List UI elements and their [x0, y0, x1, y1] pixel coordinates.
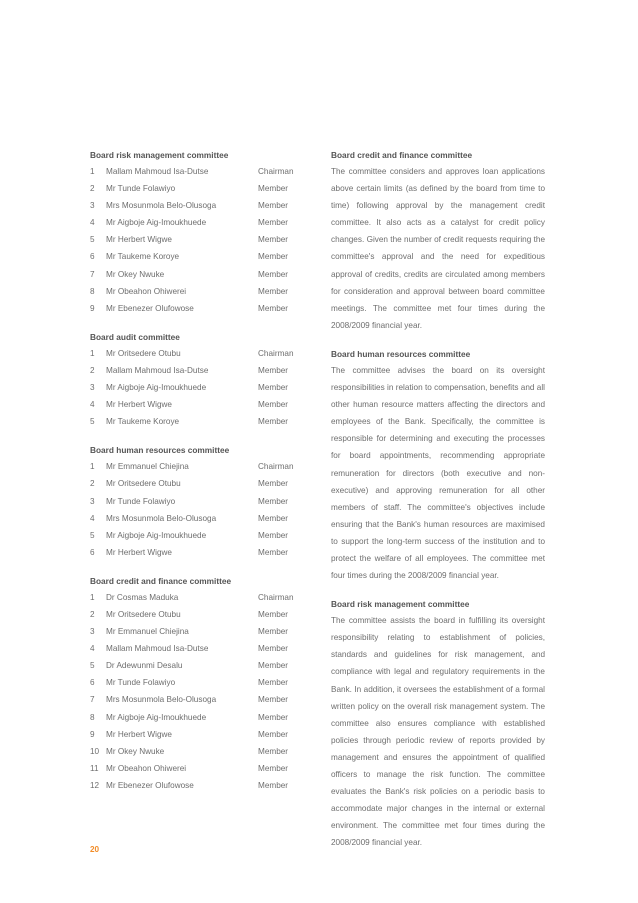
member-name: Mr Emmanuel Chiejina [106, 627, 189, 637]
member-role: Member [258, 252, 289, 262]
committee-heading: Board audit committee [90, 331, 180, 342]
member-role: Member [258, 400, 289, 410]
member-row [90, 379, 320, 396]
member-row [90, 493, 320, 510]
member-number: 3 [90, 627, 95, 637]
committee-description-text: The committee assists the board in fulfilling its oversight responsibility relating to establishment of policies, standards and guidelines for risk management, and compliance with legal and regulatory requirements in the Bank. In addition, it oversees the establishment of a formal written policy on the overall risk management system. The committee also ensures compliance with established policies through periodic review of reports provided by management and ensures the appointment of qualified officers to manage the risk function. The committee evaluates the Bank's risk policies on a periodic basis to accommodate major changes in the internal or external environment. The committee met four times during the 2008/2009 financial year. [331, 616, 545, 848]
member-row [90, 691, 320, 708]
member-row [90, 760, 320, 777]
member-name: Mr Herbert Wigwe [106, 729, 172, 739]
member-role: Member [258, 513, 289, 523]
member-number: 5 [90, 417, 95, 427]
member-number: 5 [90, 661, 95, 671]
member-row [90, 345, 320, 362]
member-role: Member [258, 746, 289, 756]
member-number: 4 [90, 218, 95, 228]
committee-group [90, 574, 320, 794]
member-role: Member [258, 530, 289, 540]
member-role: Member [258, 678, 289, 688]
member-name: Mr Oritsedere Otubu [106, 609, 181, 619]
member-name: Mr Okey Nwuke [106, 269, 165, 279]
member-name: Mr Ebenezer Olufowose [106, 303, 194, 313]
member-row [90, 163, 320, 180]
member-row [90, 726, 320, 743]
member-row [90, 180, 320, 197]
member-number: 2 [90, 365, 95, 375]
committee-descriptions-column [331, 148, 545, 864]
member-row [90, 709, 320, 726]
member-role: Member [258, 479, 289, 489]
committee-heading: Board human resources committee [90, 445, 230, 456]
member-row [90, 214, 320, 231]
member-number: 3 [90, 496, 95, 506]
member-role: Member [258, 218, 289, 228]
member-row [90, 544, 320, 561]
member-name: Mr Taukeme Koroye [106, 252, 180, 262]
member-number: 9 [90, 729, 95, 739]
member-name: Mr Ebenezer Olufowose [106, 780, 194, 790]
member-number: 7 [90, 269, 95, 279]
member-role: Member [258, 201, 289, 211]
member-name: Mr Oritsedere Otubu [106, 479, 181, 489]
member-role: Member [258, 695, 289, 705]
member-name: Mr Herbert Wigwe [106, 547, 172, 557]
member-number: 10 [90, 746, 100, 756]
member-number: 4 [90, 513, 95, 523]
member-row [90, 362, 320, 379]
member-name: Mrs Mosunmola Belo-Olusoga [106, 513, 217, 523]
member-name: Mr Obeahon Ohiwerei [106, 763, 187, 773]
member-name: Mr Herbert Wigwe [106, 235, 172, 245]
member-row [90, 458, 320, 475]
member-name: Mr Aigboje Aig-Imoukhuede [106, 383, 207, 393]
member-role: Member [258, 763, 289, 773]
member-role: Member [258, 235, 289, 245]
member-name: Mr Tunde Folawiyo [106, 496, 176, 506]
committee-membership-column [90, 148, 320, 807]
member-role: Member [258, 184, 289, 194]
member-row [90, 510, 320, 527]
member-role: Member [258, 780, 289, 790]
member-number: 2 [90, 479, 95, 489]
member-row [90, 248, 320, 265]
member-row [90, 475, 320, 492]
committee-description [331, 597, 545, 851]
member-number: 5 [90, 530, 95, 540]
member-role: Chairman [258, 348, 294, 358]
member-number: 6 [90, 252, 95, 262]
member-role: Member [258, 661, 289, 671]
member-number: 2 [90, 609, 95, 619]
member-row [90, 640, 320, 657]
member-number: 3 [90, 201, 95, 211]
member-role: Member [258, 547, 289, 557]
committee-group [90, 330, 320, 430]
committee-group [90, 443, 320, 561]
member-role: Member [258, 644, 289, 654]
member-role: Member [258, 383, 289, 393]
committee-description [331, 148, 545, 334]
member-name: Mr Aigboje Aig-Imoukhuede [106, 218, 207, 228]
member-name: Mallam Mahmoud Isa-Dutse [106, 644, 209, 654]
member-row [90, 413, 320, 430]
member-number: 6 [90, 547, 95, 557]
member-row [90, 527, 320, 544]
member-number: 6 [90, 678, 95, 688]
member-role: Member [258, 496, 289, 506]
member-row [90, 777, 320, 794]
committee-description-text: The committee advises the board on its oversight responsibilities in relation to compensation, benefits and all other human resource matters affecting the directors and employees of the Bank. Specifically, the committee is responsible for determining and executing the processes for board appointments, recommending appropriate remuneration for directors (both executive and non-executive) and approving remuneration for all other members of staff. The committee's objectives include ensuring that the Bank's human resources are maximised to support the long-term success of the institution and to protect the welfare of all employees. The committee met four times during the 2008/2009 financial year. [331, 365, 545, 581]
member-name: Mr Tunde Folawiyo [106, 678, 176, 688]
member-name: Mr Okey Nwuke [106, 746, 165, 756]
member-name: Mallam Mahmoud Isa-Dutse [106, 365, 209, 375]
member-number: 8 [90, 286, 95, 296]
member-row [90, 606, 320, 623]
committee-description [331, 347, 545, 584]
member-number: 4 [90, 400, 95, 410]
member-role: Member [258, 303, 289, 313]
member-role: Member [258, 286, 289, 296]
member-row [90, 283, 320, 300]
member-row [90, 657, 320, 674]
member-row [90, 300, 320, 317]
member-name: Mr Herbert Wigwe [106, 400, 172, 410]
member-role: Member [258, 729, 289, 739]
member-name: Mr Emmanuel Chiejina [106, 462, 189, 472]
member-role: Member [258, 627, 289, 637]
member-name: Mr Aigboje Aig-Imoukhuede [106, 712, 207, 722]
member-name: Mr Taukeme Koroye [106, 417, 180, 427]
member-number: 8 [90, 712, 95, 722]
member-row [90, 674, 320, 691]
page-number: 20 [90, 845, 100, 854]
member-row [90, 197, 320, 214]
member-row [90, 743, 320, 760]
member-number: 1 [90, 592, 95, 602]
committee-group [90, 148, 320, 317]
member-name: Mrs Mosunmola Belo-Olusoga [106, 695, 217, 705]
member-number: 7 [90, 695, 95, 705]
committee-heading: Board credit and finance committee [90, 575, 232, 586]
member-number: 1 [90, 462, 95, 472]
member-number: 2 [90, 184, 95, 194]
member-number: 12 [90, 780, 100, 790]
member-role: Member [258, 365, 289, 375]
member-row [90, 396, 320, 413]
member-row [90, 623, 320, 640]
member-name: Mrs Mosunmola Belo-Olusoga [106, 201, 217, 211]
member-number: 9 [90, 303, 95, 313]
member-name: Dr Adewunmi Desalu [106, 661, 183, 671]
committee-heading: Board risk management committee [331, 599, 470, 610]
member-number: 5 [90, 235, 95, 245]
member-row [90, 231, 320, 248]
member-role: Chairman [258, 167, 294, 176]
committee-heading: Board risk management committee [90, 150, 229, 160]
member-number: 11 [90, 763, 99, 773]
member-name: Mr Oritsedere Otubu [106, 348, 181, 358]
committee-heading: Board human resources committee [331, 348, 471, 359]
member-number: 3 [90, 383, 95, 393]
member-number: 1 [90, 167, 95, 176]
member-name: Mr Aigboje Aig-Imoukhuede [106, 530, 207, 540]
member-role: Chairman [258, 592, 294, 602]
member-role: Member [258, 609, 289, 619]
member-name: Dr Cosmas Maduka [106, 592, 179, 602]
committee-heading: Board credit and finance committee [331, 150, 473, 160]
member-row [90, 589, 320, 606]
committee-description-text: The committee considers and approves loan applications above certain limits (as defined by the board from time to time) following approval by the management credit committee. It also acts as a catalyst for credit policy changes. Given the number of credit requests requiring the committee's approval and the need for expeditious approval of credits, credits are circulated among members for consideration and approval between board committee meetings. The committee met four times during the 2008/2009 financial year. [331, 167, 545, 330]
member-role: Chairman [258, 462, 294, 472]
member-name: Mallam Mahmoud Isa-Dutse [106, 167, 209, 176]
member-role: Member [258, 417, 289, 427]
member-name: Mr Obeahon Ohiwerei [106, 286, 187, 296]
member-number: 4 [90, 644, 95, 654]
member-role: Member [258, 269, 289, 279]
member-number: 1 [90, 348, 95, 358]
member-row [90, 266, 320, 283]
member-role: Member [258, 712, 289, 722]
member-name: Mr Tunde Folawiyo [106, 184, 176, 194]
